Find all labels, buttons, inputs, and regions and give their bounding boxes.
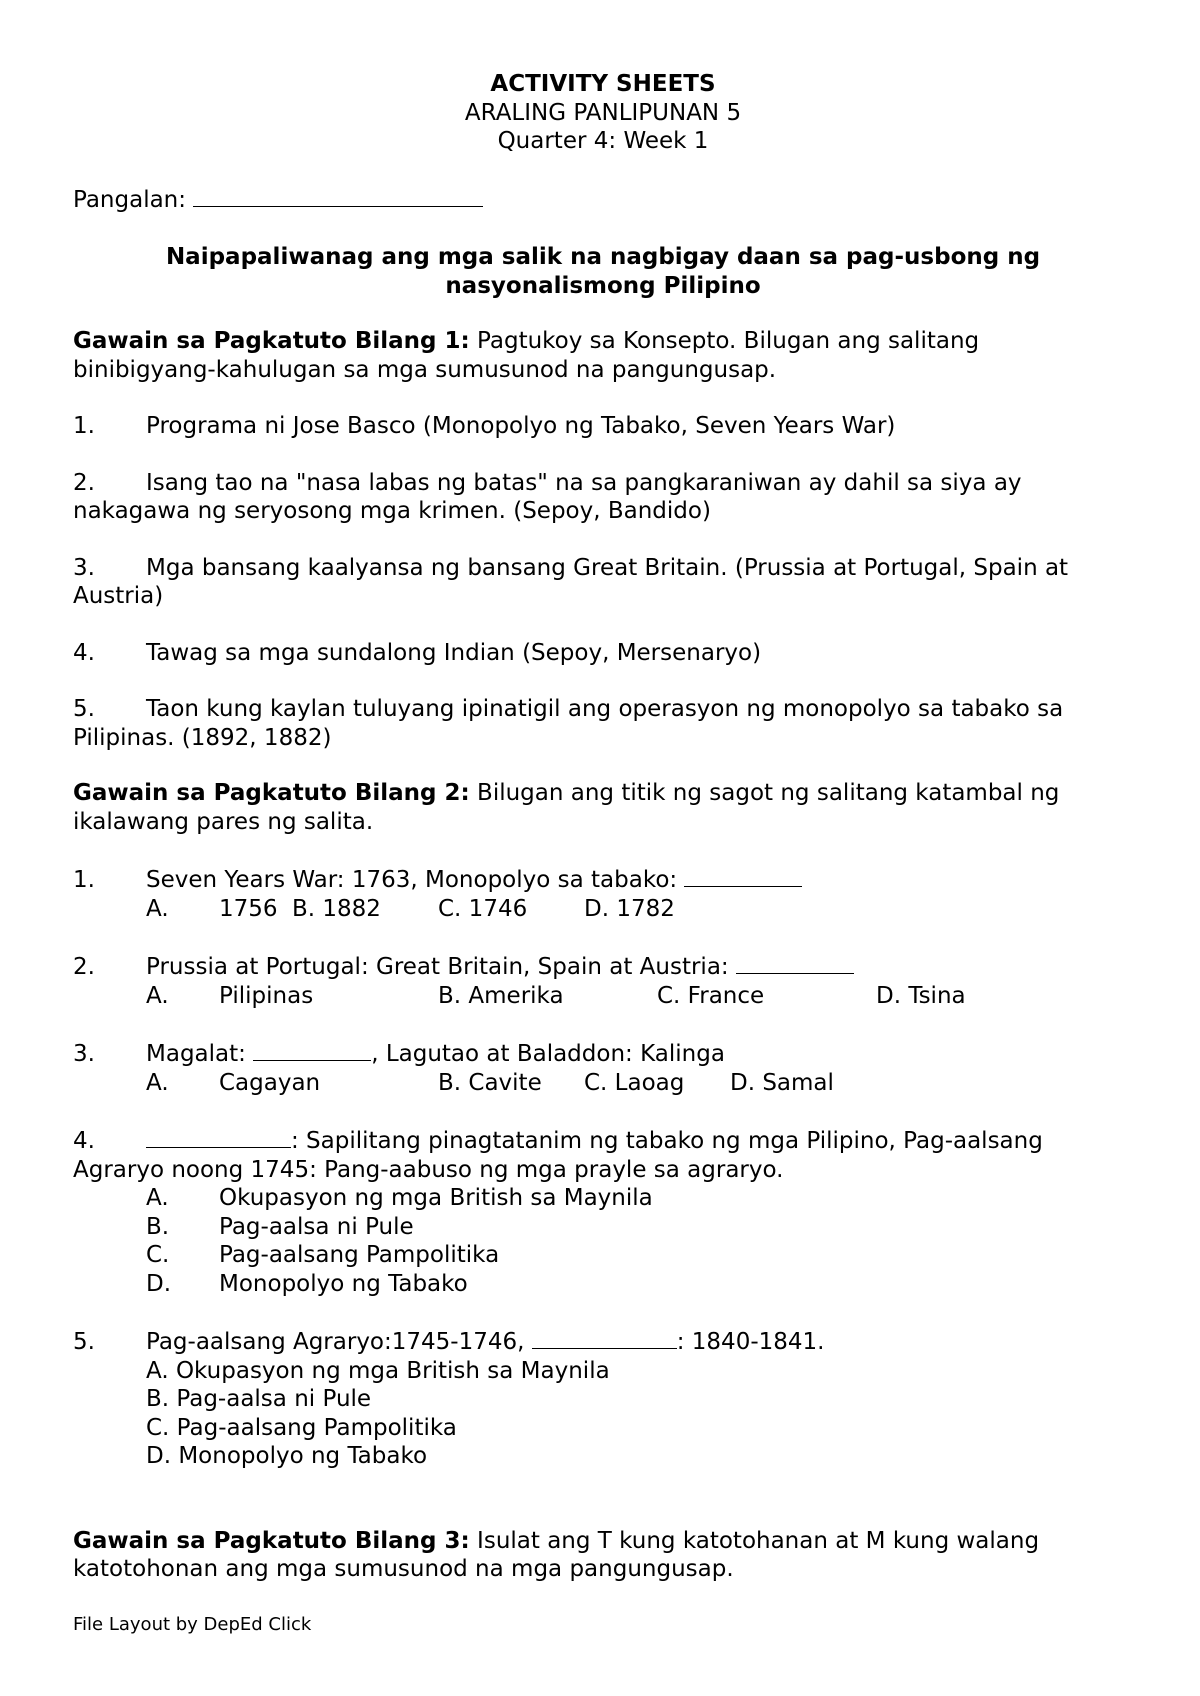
choice-c: C. 1746 xyxy=(438,895,528,922)
choice-a: 1756 xyxy=(219,895,278,922)
gawain-3-instruction-b: katotohonan ang mga sumusunod na mga pangungusap. xyxy=(73,1556,734,1582)
footer-credit: File Layout by DepEd Click xyxy=(73,1614,312,1635)
name-blank[interactable] xyxy=(193,184,483,207)
choice-letter: C. xyxy=(146,1242,170,1268)
choices-row xyxy=(73,895,1133,924)
item-text-cont: Pilipinas. (1892, 1882) xyxy=(73,724,332,751)
choice-c: C. Laoag xyxy=(584,1069,685,1096)
item-number: 1. xyxy=(73,413,95,439)
item-text: Tawag sa mga sundalong Indian (Sepoy, Mersenaryo) xyxy=(146,639,762,666)
choice-letter: D. xyxy=(146,1270,172,1297)
gawain-2-instruction-a: Bilugan ang titik ng sagot ng salitang katambal ng xyxy=(477,780,1060,806)
gawain-1-instruction-b: binibigyang-kahulugan sa mga sumusunod na pangungusap. xyxy=(73,356,777,383)
choice-a: A. Okupasyon ng mga British sa Maynila xyxy=(146,1357,610,1384)
question-number: 1. xyxy=(73,867,95,893)
choice-d: D. Tsina xyxy=(876,982,966,1009)
choices-row xyxy=(73,1069,1133,1098)
gawain-1-instruction-a: Pagtukoy sa Konsepto. Bilugan ang salitang xyxy=(477,328,980,354)
question-number: 4. xyxy=(73,1128,95,1154)
item-number: 3. xyxy=(73,554,95,581)
objective xyxy=(73,243,1133,300)
choice-a: Cagayan xyxy=(219,1069,321,1096)
choice-a-letter: A. xyxy=(146,982,169,1009)
gawain-2-question-2 xyxy=(73,951,1133,1010)
item-text-cont: Austria) xyxy=(73,583,164,609)
choice-c: C. France xyxy=(657,982,765,1009)
gawain-1 xyxy=(73,327,1133,752)
gawain-2-heading: Gawain sa Pagkatuto Bilang 2: xyxy=(73,780,470,806)
gawain-3-instruction-a: Isulat ang T kung katotohanan at M kung walang xyxy=(477,1527,1040,1554)
activity-sheet xyxy=(73,70,1133,1584)
item-text: Mga bansang kaalyansa ng bansang Great Britain. (Prussia at Portugal, Spain at xyxy=(146,554,1069,581)
question-text: Seven Years War: 1763, Monopolyo sa tabako: xyxy=(146,867,678,893)
choice-b: B. 1882 xyxy=(292,895,381,922)
gawain-3-heading: Gawain sa Pagkatuto Bilang 3: xyxy=(73,1527,470,1554)
question-text-b: , Lagutao at Baladdon: Kalinga xyxy=(371,1041,725,1067)
item-number: 4. xyxy=(73,639,95,666)
gawain-3 xyxy=(73,1527,1133,1584)
answer-blank[interactable] xyxy=(146,1125,291,1148)
gawain-1-item-5 xyxy=(73,695,1133,752)
choice-text: Monopolyo ng Tabako xyxy=(219,1270,468,1297)
answer-blank[interactable] xyxy=(253,1038,371,1061)
choice-text: Pag-aalsa ni Pule xyxy=(219,1213,414,1240)
answer-blank[interactable] xyxy=(684,864,802,887)
question-number: 2. xyxy=(73,954,95,980)
choice-letter: A. xyxy=(146,1185,169,1211)
subject-line: ARALING PANLIPUNAN 5 xyxy=(464,99,742,126)
item-text: Programa ni Jose Basco (Monopolyo ng Tabako, Seven Years War) xyxy=(146,413,896,439)
choice-d: D. Samal xyxy=(730,1069,834,1096)
sheet-title: ACTIVITY SHEETS xyxy=(490,71,716,97)
choice-b xyxy=(146,1213,1133,1242)
answer-blank[interactable] xyxy=(532,1326,677,1349)
choice-d: D. 1782 xyxy=(584,895,675,922)
question-number: 3. xyxy=(73,1041,95,1067)
choice-b: B. Cavite xyxy=(438,1069,542,1096)
choice-d xyxy=(146,1270,1133,1299)
choice-a-letter: A. xyxy=(146,895,169,922)
choice-c xyxy=(146,1241,1133,1270)
item-number: 5. xyxy=(73,696,95,722)
question-text: Pag-aalsang Agraryo:1745-1746, xyxy=(146,1329,525,1355)
name-label: Pangalan: xyxy=(73,186,187,213)
name-field-row xyxy=(73,184,1133,215)
gawain-1-item-4 xyxy=(73,639,1133,668)
choice-c: C. Pag-aalsang Pampolitika xyxy=(146,1414,457,1441)
gawain-1-instruction xyxy=(73,327,1133,356)
choice-b: B. Pag-aalsa ni Pule xyxy=(146,1386,372,1412)
choices-list xyxy=(73,1357,1133,1471)
choice-a xyxy=(146,1184,1133,1213)
choices-row xyxy=(73,982,1133,1011)
question-text: Prussia at Portugal: Great Britain, Spain at Austria: xyxy=(146,954,729,980)
item-text-cont: nakagawa ng seryosong mga krimen. (Sepoy, Bandido) xyxy=(73,498,711,524)
question-text-b: : 1840-1841. xyxy=(676,1329,825,1355)
choice-letter: B. xyxy=(146,1213,170,1240)
gawain-2 xyxy=(73,779,1133,1471)
choice-a: Pilipinas xyxy=(219,982,314,1009)
gawain-1-item-3 xyxy=(73,554,1133,611)
gawain-2-question-1 xyxy=(73,864,1133,923)
item-text: Isang tao na "nasa labas ng batas" na sa pangkaraniwan ay dahil sa siya ay xyxy=(146,469,1022,496)
question-text: Magalat: xyxy=(146,1041,246,1067)
gawain-1-item-1 xyxy=(73,412,1133,441)
choice-text: Pag-aalsang Pampolitika xyxy=(219,1242,500,1268)
question-text: : Sapilitang pinagtatanim ng tabako ng mga Pilipino, Pag-aalsang xyxy=(291,1128,1043,1154)
choices-list xyxy=(73,1184,1133,1298)
choice-d: D. Monopolyo ng Tabako xyxy=(146,1443,428,1469)
item-number: 2. xyxy=(73,469,95,496)
gawain-2-instruction xyxy=(73,779,1133,808)
choice-b: B. Amerika xyxy=(438,982,564,1009)
answer-blank[interactable] xyxy=(736,951,854,974)
gawain-1-item-2 xyxy=(73,469,1133,526)
gawain-3-instruction xyxy=(73,1527,1133,1556)
gawain-2-question-3 xyxy=(73,1038,1133,1097)
question-text-cont: Agraryo noong 1745: Pang-aabuso ng mga prayle sa agraryo. xyxy=(73,1156,784,1183)
gawain-2-instruction-b: ikalawang pares ng salita. xyxy=(73,808,374,835)
gawain-1-heading: Gawain sa Pagkatuto Bilang 1: xyxy=(73,328,470,354)
objective-line-2: nasyonalismong Pilipino xyxy=(445,272,761,299)
choice-text: Okupasyon ng mga British sa Maynila xyxy=(219,1185,653,1211)
gawain-2-question-5 xyxy=(73,1326,1133,1471)
quarter-line: Quarter 4: Week 1 xyxy=(497,128,709,154)
objective-line-1: Naipapaliwanag ang mga salik na nagbigay daan sa pag-usbong ng xyxy=(165,244,1041,270)
item-text: Taon kung kaylan tuluyang ipinatigil ang operasyon ng monopolyo sa tabako sa xyxy=(146,696,1064,722)
question-number: 5. xyxy=(73,1329,95,1355)
gawain-2-question-4 xyxy=(73,1125,1133,1298)
choice-a-letter: A. xyxy=(146,1069,169,1096)
